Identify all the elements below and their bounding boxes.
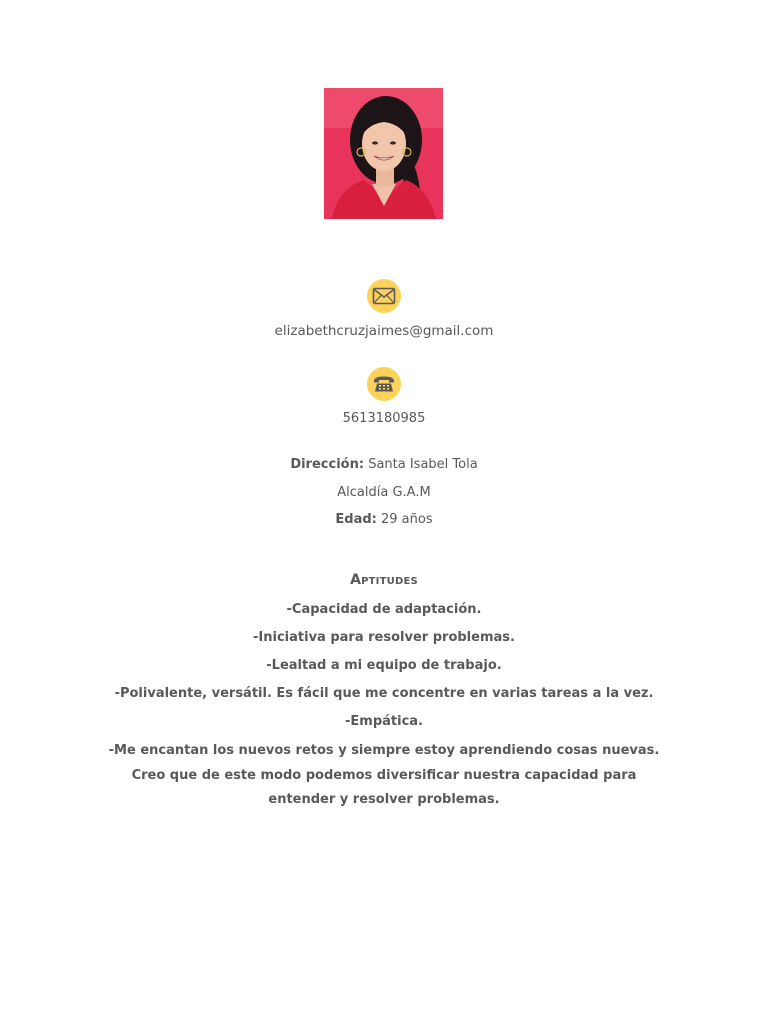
profile-photo bbox=[324, 88, 443, 219]
telephone-icon bbox=[367, 367, 401, 401]
address-value: Santa Isabel Tola bbox=[368, 457, 478, 472]
age-value: 29 años bbox=[381, 512, 433, 527]
address-line-2: Alcaldía G.A.M bbox=[337, 485, 431, 500]
aptitude-item: -Lealtad a mi equipo de trabajo. bbox=[266, 658, 502, 673]
aptitudes-heading: Aptitudes bbox=[350, 572, 418, 588]
phone-number[interactable]: 5613180985 bbox=[342, 411, 426, 426]
email-address[interactable]: elizabethcruzjaimes@gmail.com bbox=[274, 323, 494, 339]
aptitude-item: -Empática. bbox=[345, 714, 423, 729]
address-label: Dirección: bbox=[290, 457, 365, 472]
age-label: Edad: bbox=[335, 512, 377, 527]
aptitude-item: -Capacidad de adaptación. bbox=[286, 602, 482, 617]
address-line bbox=[0, 456, 768, 474]
aptitude-item: -Polivalente, versátil. Es fácil que me concentre en varias tareas a la vez. bbox=[114, 686, 654, 701]
age-line bbox=[0, 511, 768, 529]
envelope-icon bbox=[367, 279, 401, 313]
aptitude-item: -Me encantan los nuevos retos y siempre estoy aprendiendo cosas nuevas. Creo que de este modo podemos diversificar nuestra capacidad para entender y resolver problemas. bbox=[108, 743, 660, 807]
aptitude-item: -Iniciativa para resolver problemas. bbox=[253, 630, 515, 645]
